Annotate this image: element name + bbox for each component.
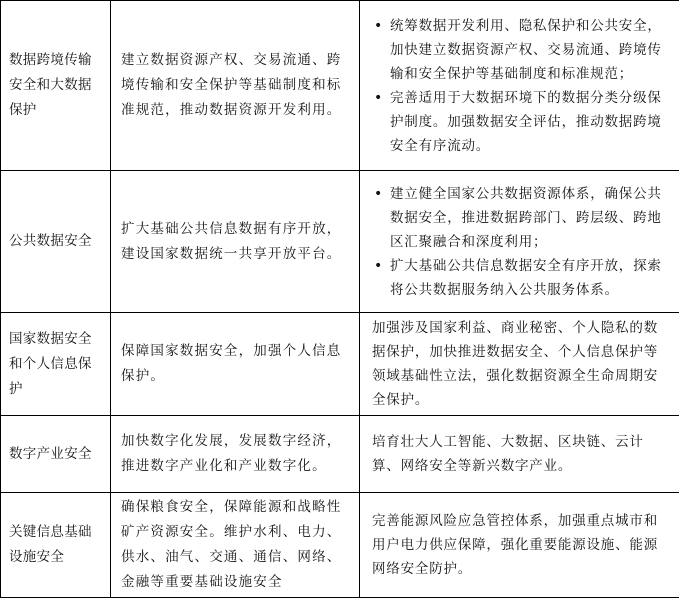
topic-cell: 数据跨境传输安全和大数据保护 bbox=[1, 1, 111, 171]
measures-list bbox=[372, 14, 671, 158]
measures-list bbox=[372, 182, 671, 302]
list-item: • 建立健全国家公共数据资源体系，确保公共数据安全，推进数据跨部门、跨层级、跨地区汇聚融合和深度利用； bbox=[390, 182, 671, 254]
list-item: • 扩大基础公共信息数据安全有序开放，探索将公共数据服务纳入公共服务体系。 bbox=[390, 254, 671, 302]
table-row bbox=[1, 313, 679, 416]
measures-cell: 培育壮大人工智能、大数据、区块链、云计算、网络安全等新兴数字产业。 bbox=[360, 416, 679, 493]
list-item: • 统筹数据开发利用、隐私保护和公共安全，加快建立数据资源产权、交易流通、跨境传输和安全保护等基础制度和标准规范； bbox=[390, 14, 671, 86]
topic-cell: 数字产业安全 bbox=[1, 416, 111, 493]
goal-cell: 确保粮食安全，保障能源和战略性矿产资源安全。维护水利、电力、供水、油气、交通、通信、网络、金融等重要基础设施安全 bbox=[111, 493, 360, 598]
goal-cell: 保障国家数据安全，加强个人信息保护。 bbox=[111, 313, 360, 416]
list-item: • 完善适用于大数据环境下的数据分类分级保护制度。加强数据安全评估，推动数据跨境安全有序流动。 bbox=[390, 86, 671, 158]
measures-cell bbox=[360, 171, 679, 313]
topic-cell: 公共数据安全 bbox=[1, 171, 111, 313]
goal-cell: 建立数据资源产权、交易流通、跨境传输和安全保护等基础制度和标准规范，推动数据资源开发利用。 bbox=[111, 1, 360, 171]
table-row bbox=[1, 416, 679, 493]
topic-cell: 国家数据安全和个人信息保护 bbox=[1, 313, 111, 416]
goal-cell: 扩大基础公共信息数据有序开放，建设国家数据统一共享开放平台。 bbox=[111, 171, 360, 313]
measures-cell bbox=[360, 1, 679, 171]
topic-cell: 关键信息基础设施安全 bbox=[1, 493, 111, 598]
measures-cell: 完善能源风险应急管控体系，加强重点城市和用户电力供应保障，强化重要能源设施、能源网络安全防护。 bbox=[360, 493, 679, 598]
goal-cell: 加快数字化发展，发展数字经济，推进数字产业化和产业数字化。 bbox=[111, 416, 360, 493]
measures-cell: 加强涉及国家利益、商业秘密、个人隐私的数据保护，加快推进数据安全、个人信息保护等领域基础性立法，强化数据资源全生命周期安全保护。 bbox=[360, 313, 679, 416]
table-row bbox=[1, 1, 679, 171]
table-row bbox=[1, 493, 679, 598]
table-row bbox=[1, 171, 679, 313]
